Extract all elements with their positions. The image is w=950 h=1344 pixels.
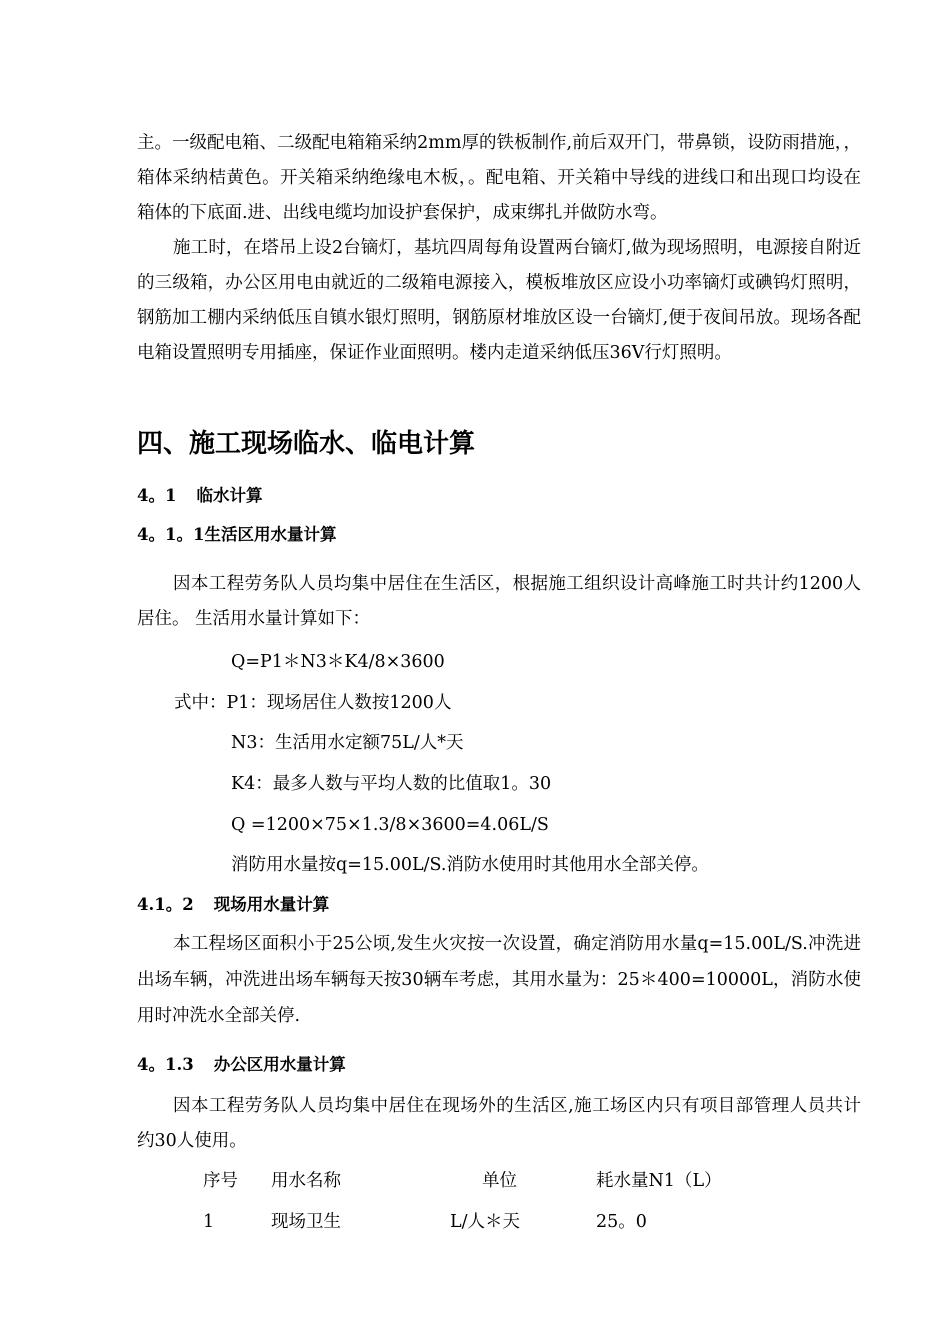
table-cell: 1: [203, 1212, 215, 1232]
heading-4-1-2-title: 现场用水量计算: [213, 895, 330, 914]
table-header-cell: 用水名称: [271, 1171, 341, 1191]
fire-water-note: 消防用水量按q=15.00L/S.消防水使用时其他用水全部关停。: [231, 855, 709, 875]
heading-4-1-2: [137, 890, 329, 920]
heading-4-1-1: 4。1。1生活区用水量计算: [137, 525, 337, 544]
section-title-4: 四、施工现场临水、临电计算: [137, 429, 476, 459]
heading-4-1: [137, 481, 262, 511]
table-cell: L/人＊天: [450, 1212, 521, 1232]
table-header-row: [0, 1164, 950, 1199]
paragraph-office-water: 因本工程劳务队人员均集中居住在现场外的生活区,施工场区内只有项目部管理人员共计约30人使用。: [137, 1096, 861, 1151]
heading-4-1-3-number: 4。1.3: [137, 1055, 194, 1074]
heading-4-1-3-title: 办公区用水量计算: [213, 1055, 346, 1074]
heading-4-1-number: 4。1: [137, 486, 177, 505]
paragraph-lighting: 施工时，在塔吊上设2台镝灯，基坑四周每角设置两台镝灯,做为现场照明，电源接自附近的三级箱，办公区用电由就近的二级箱电源接入，模板堆放区应设小功率镝灯或碘钨灯照明，钢筋加工棚内采纳低压自镇水银灯照明，钢筋原材堆放区设一台镝灯,便于夜间吊放。现场各配电箱设置照明专用插座，保证作业面照明。楼内走道采纳低压36V行灯照明。: [137, 238, 861, 363]
formula-q: Q=P1＊N3＊K4/8×3600: [231, 652, 445, 672]
formula-k4: K4：最多人数与平均人数的比值取1。30: [231, 774, 552, 794]
table-header-cell: 序号: [203, 1171, 238, 1191]
formula-result: Q =1200×75×1.3/8×3600=4.06L/S: [231, 815, 549, 835]
table-header-cell: 单位: [482, 1171, 517, 1191]
formula-where-p1: 式中：P1：现场居住人数按1200人: [174, 693, 452, 713]
paragraph-distribution-box: 主。一级配电箱、二级配电箱箱采纳2mm厚的铁板制作,前后双开门，带鼻锁，设防雨措施，，箱体采纳桔黄色。开关箱采纳绝缘电木板，。配电箱、开关箱中导线的进线口和出现口均设在箱体的下底面.进、出线电缆均加设护套保护，成束绑扎并做防水弯。: [137, 133, 861, 223]
table-header-cell: 耗水量N1（L）: [596, 1171, 722, 1191]
table-row: [0, 1205, 950, 1240]
heading-4-1-2-number: 4.1。2: [137, 895, 194, 914]
table-cell: 现场卫生: [271, 1212, 341, 1232]
heading-4-1-3: [137, 1050, 346, 1080]
heading-4-1-title: 临水计算: [196, 486, 263, 505]
paragraph-living-area-intro: 因本工程劳务队人员均集中居住在生活区，根据施工组织设计高峰施工时共计约1200人居住。 生活用水量计算如下：: [137, 574, 861, 629]
paragraph-site-water: 本工程场区面积小于25公顷,发生火灾按一次设置，确定消防用水量q=15.00L/S.冲洗进出场车辆，冲洗进出场车辆每天按30辆车考虑，其用水量为：25＊400=10000L，消防水使用时冲洗水全部关停.: [137, 934, 861, 1026]
formula-n3: N3：生活用水定额75L/人*天: [231, 733, 464, 753]
table-cell: 25。0: [596, 1212, 647, 1232]
